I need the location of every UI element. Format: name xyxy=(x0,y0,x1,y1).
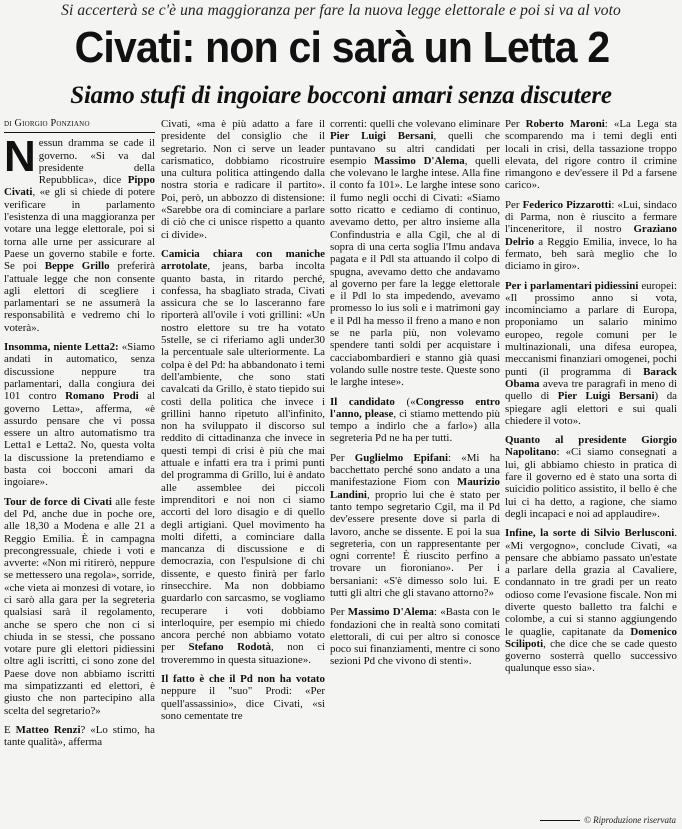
article-subheadline: Siamo stufi di ingoiare bocconi amari senza discutere xyxy=(70,82,612,109)
text-column-3 xyxy=(330,118,500,823)
paragraph: Per Roberto Maroni: «La Lega sta scomparendo ma i temi degli enti locali in crisi, della tassazione troppo elevata, del rigore contro il crimine rimangono e dev'essere il Pd a farsene carico». xyxy=(505,118,677,192)
article-headline: Civati: non ci sarà un Letta 2 xyxy=(74,23,610,72)
reproduction-text: © Riproduzione riservata xyxy=(584,815,676,825)
paragraph: Per Massimo D'Alema: «Basta con le fondazioni che in realtà sono comitati elettorali, di cui per altro si conosce poco sui finanziamenti, mentre ci sono sezioni Pd che vivono di stenti». xyxy=(330,606,500,668)
text-column-2 xyxy=(161,118,325,823)
text-column-1 xyxy=(4,118,155,823)
byline-prefix: di xyxy=(4,118,12,129)
paragraph: Per Guglielmo Epifani: «Mi ha bacchettato perché sono andato a una manifestazione Fiom con Maurizio Landini, proprio lui che è stato per tanto tempo segretario Cgil, ma il Pd dev'essere presente dove si parla di lavoro, anche se dissente. E poi la sua segreteria, con un rappresentante per ogni corrente! È riuscito perfino a trovare un fioroniano». Per i bersaniani: «S'è dimesso solo lui. E tutti gli altri che gli stavano attorno?» xyxy=(330,451,500,599)
byline-author: Giorgio Ponziano xyxy=(14,118,90,129)
byline xyxy=(4,118,155,133)
paragraph: Insomma, niente Letta2: «Siamo andati in automatico, senza discussione neppure tra parlamentari, dalla congiura dei 101 contro Romano Prodi al governo Letta», afferma, «è assurdo pensare che vi possa essere un altro automatismo tra Letta1 e Letta2. No, questa volta la discussione la pretendiamo e basta coi bocconi amari da ingoiare». xyxy=(4,341,155,489)
drop-cap: N xyxy=(4,132,36,182)
paragraph: Il candidato («Congresso entro l'anno, please, ci stiamo mettendo più tempo a indirlo che a farlo») alla segreteria Pd ne ha per tutti. xyxy=(330,395,500,445)
paragraph: Civati, «ma è più adatto a fare il presidente del consiglio che il segretario. Non ci serve un leader carismatico, dobbiamo ricostruire una cultura politica attingendo dalla nostra storia e radicare il partito». Poi, però, un abbozzo di distensione: «Sarebbe ora di cominciare a parlare di ciò che ci unisce rispetto a quanto ci divide». xyxy=(161,118,325,241)
paragraph: Tour de force di Civati alle feste del Pd, anche due in poche ore, alle 18,30 a Modena e alle 21 a Reggio Emilia. È in campagna precongressuale, chiede i voti e avverte: «Non mi ritirerò, neppure se mettessero una regola», sorride, «che vieta ai monzesi di votare, io ci sarò alla gara per la segreteria qualsiasi sarà il regolamento, anche se spero che non ci si chiuda in se stessi, che possano votare pure gli elettori pidiessini oltre agli iscritti, ci sono zone del Paese dove non abbiamo iscritti ma simpatizzanti ed elettori, è giusto che non partecipino alla scelta del segretario?» xyxy=(4,495,155,717)
text-column-4 xyxy=(505,118,677,823)
reproduction-note xyxy=(540,815,676,825)
paragraph: Infine, la sorte di Silvio Berlusconi. «Mi vergogno», conclude Civati, «a pensare che abbiamo passato un'estate a parlare della grazia al Cavaliere, condannato in tre gradi per un reato odioso come l'evasione fiscale. Non mi diverte questo balletto tra falchi e colombe, a cui si stanno aggiungendo le quaglie, capitanate da Domenico Scilipoti, che dice che se cade questo governo sosterrà quello successivo qualunque esso sia». xyxy=(505,527,677,675)
paragraph: correnti: quelli che volevano eliminare Pier Luigi Bersani, quelli che puntavano su altri candidati per esempio Massimo D'Alema, quelli che volevano le larghe intese. Alla fine il conto fa 101». Le larghe intese sono il fumo negli occhi di Civati: «Siamo sotto ricatto e cediamo di continuo, avevamo detto, per altro insieme alla Confindustria e alla Cgil, che al di sopra di una certa soglia l'Imu andava pagata e il Pdl sta attuando il colpo di spugna, avevamo detto che andavamo al governo per fare la legge elettorale e il Pdl lo sta impedendo, avevamo promesso lo ius soli e i matrimoni gay e il Pdl ha messo il freno a mano e non se ne parla più, non volevamo spendere tanti soldi per acquistare i cacciabombardieri e stanno già quasi volando sulle nostre teste. Queste sono le larghe intese». xyxy=(330,118,500,389)
paragraph: Camicia chiara con maniche arrotolate, jeans, barba incolta quanto basta, in ritardo perché, confessa, ha sbagliato strada, Civati assicura che se lo lasceranno fare riporterà all'ovile i voti grillini: «Un nostro elettore su tre ha votato 5stelle, se ci riferiamo agli under30 la percentuale sale ulteriormente. La colpa è del Pd: ha abbandonato i temi dell'ambiente, che sono stati cavalcati da Grillo, è stato tiepido sui costi della politica che invece i grillini hanno ripetuto all'infinito, non ha sviluppato il discorso sul reddito di cittadinanza che invece in questi tempi di crisi è più che mai attuale e infatti era tra i primi punti del programma di Grillo, lui è andato alle assemblee dei piccoli imprenditori e noi non ci siamo accorti del loro disagio e di quello degli artigiani. Quel movimento ha molti difetti, a cominciare dalla mancanza di discussione e di democrazia, con l'espulsione di chi dissente, e questo finirà per farlo rinsecchire. Ma non dobbiamo guardarlo con sarcasmo, se vogliamo recuperare i voti dobbiamo interloquire, per esempio mi chiedo ancora perché non abbiamo votato per Stefano Rodotà, non ci troveremmo in questa situazione». xyxy=(161,247,325,666)
divider xyxy=(540,820,580,821)
paragraph: Il fatto è che il Pd non ha votato neppure il "suo" Prodi: «Per quell'assassinio», dice Civati, «si sono cementate tre xyxy=(161,673,325,722)
paragraph: E Matteo Renzi? «Lo stimo, ha tante qualità», afferma xyxy=(4,723,155,749)
paragraph: Quanto al presidente Giorgio Napolitano: «Ci siamo consegnati a lui, gli abbiamo chiesto in pratica di fare il governo ed è stato una sorta di suicidio politico assistito, il bello è che lui ci ha detto, a ragione, che siamo degli incapaci e noi ad applaudire». xyxy=(505,434,677,520)
paragraph: Per i parlamentari pidiessini europei: «Il prossimo anno si vota, incominciamo a parlare di Europa, proponiamo un salario minimo europeo, regole comuni per le multinazionali, una difesa europea, meccanismi finanziari omogenei, pochi punti (il programma di Barack Obama aveva tre paragrafi in meno di quello di Pier Luigi Bersani) da spiegare agli elettori e sui quali chiedere il voto». xyxy=(505,279,677,427)
paragraph: essun dramma se cade il governo. «Si va dal presidente della Repubblica», dice Pippo Civati, «e gli si chiede di potere verificare in parlamento l'esistenza di una maggioranza per votare una legge elettorale, poi si torna alle urne per assicurare al Paese un governo stabile e forte. Se poi Beppe Grillo preferirà l'attuale legge che non consente agli elettori di scegliere i parlamentari se ne assumerà la responsabilità e vedremo chi lo voterà». xyxy=(4,137,155,334)
article-kicker: Si accerterà se c'è una maggioranza per fare la nuova legge elettorale e poi si va al voto xyxy=(61,2,621,19)
paragraph: Per Federico Pizzarotti: «Lui, sindaco di Parma, non è riuscito a fermare l'inceneritore, il nostro Graziano Delrio a Reggio Emilia, invece, lo ha fermato, beh sarà meglio che lo diciamo in giro». xyxy=(505,198,677,273)
